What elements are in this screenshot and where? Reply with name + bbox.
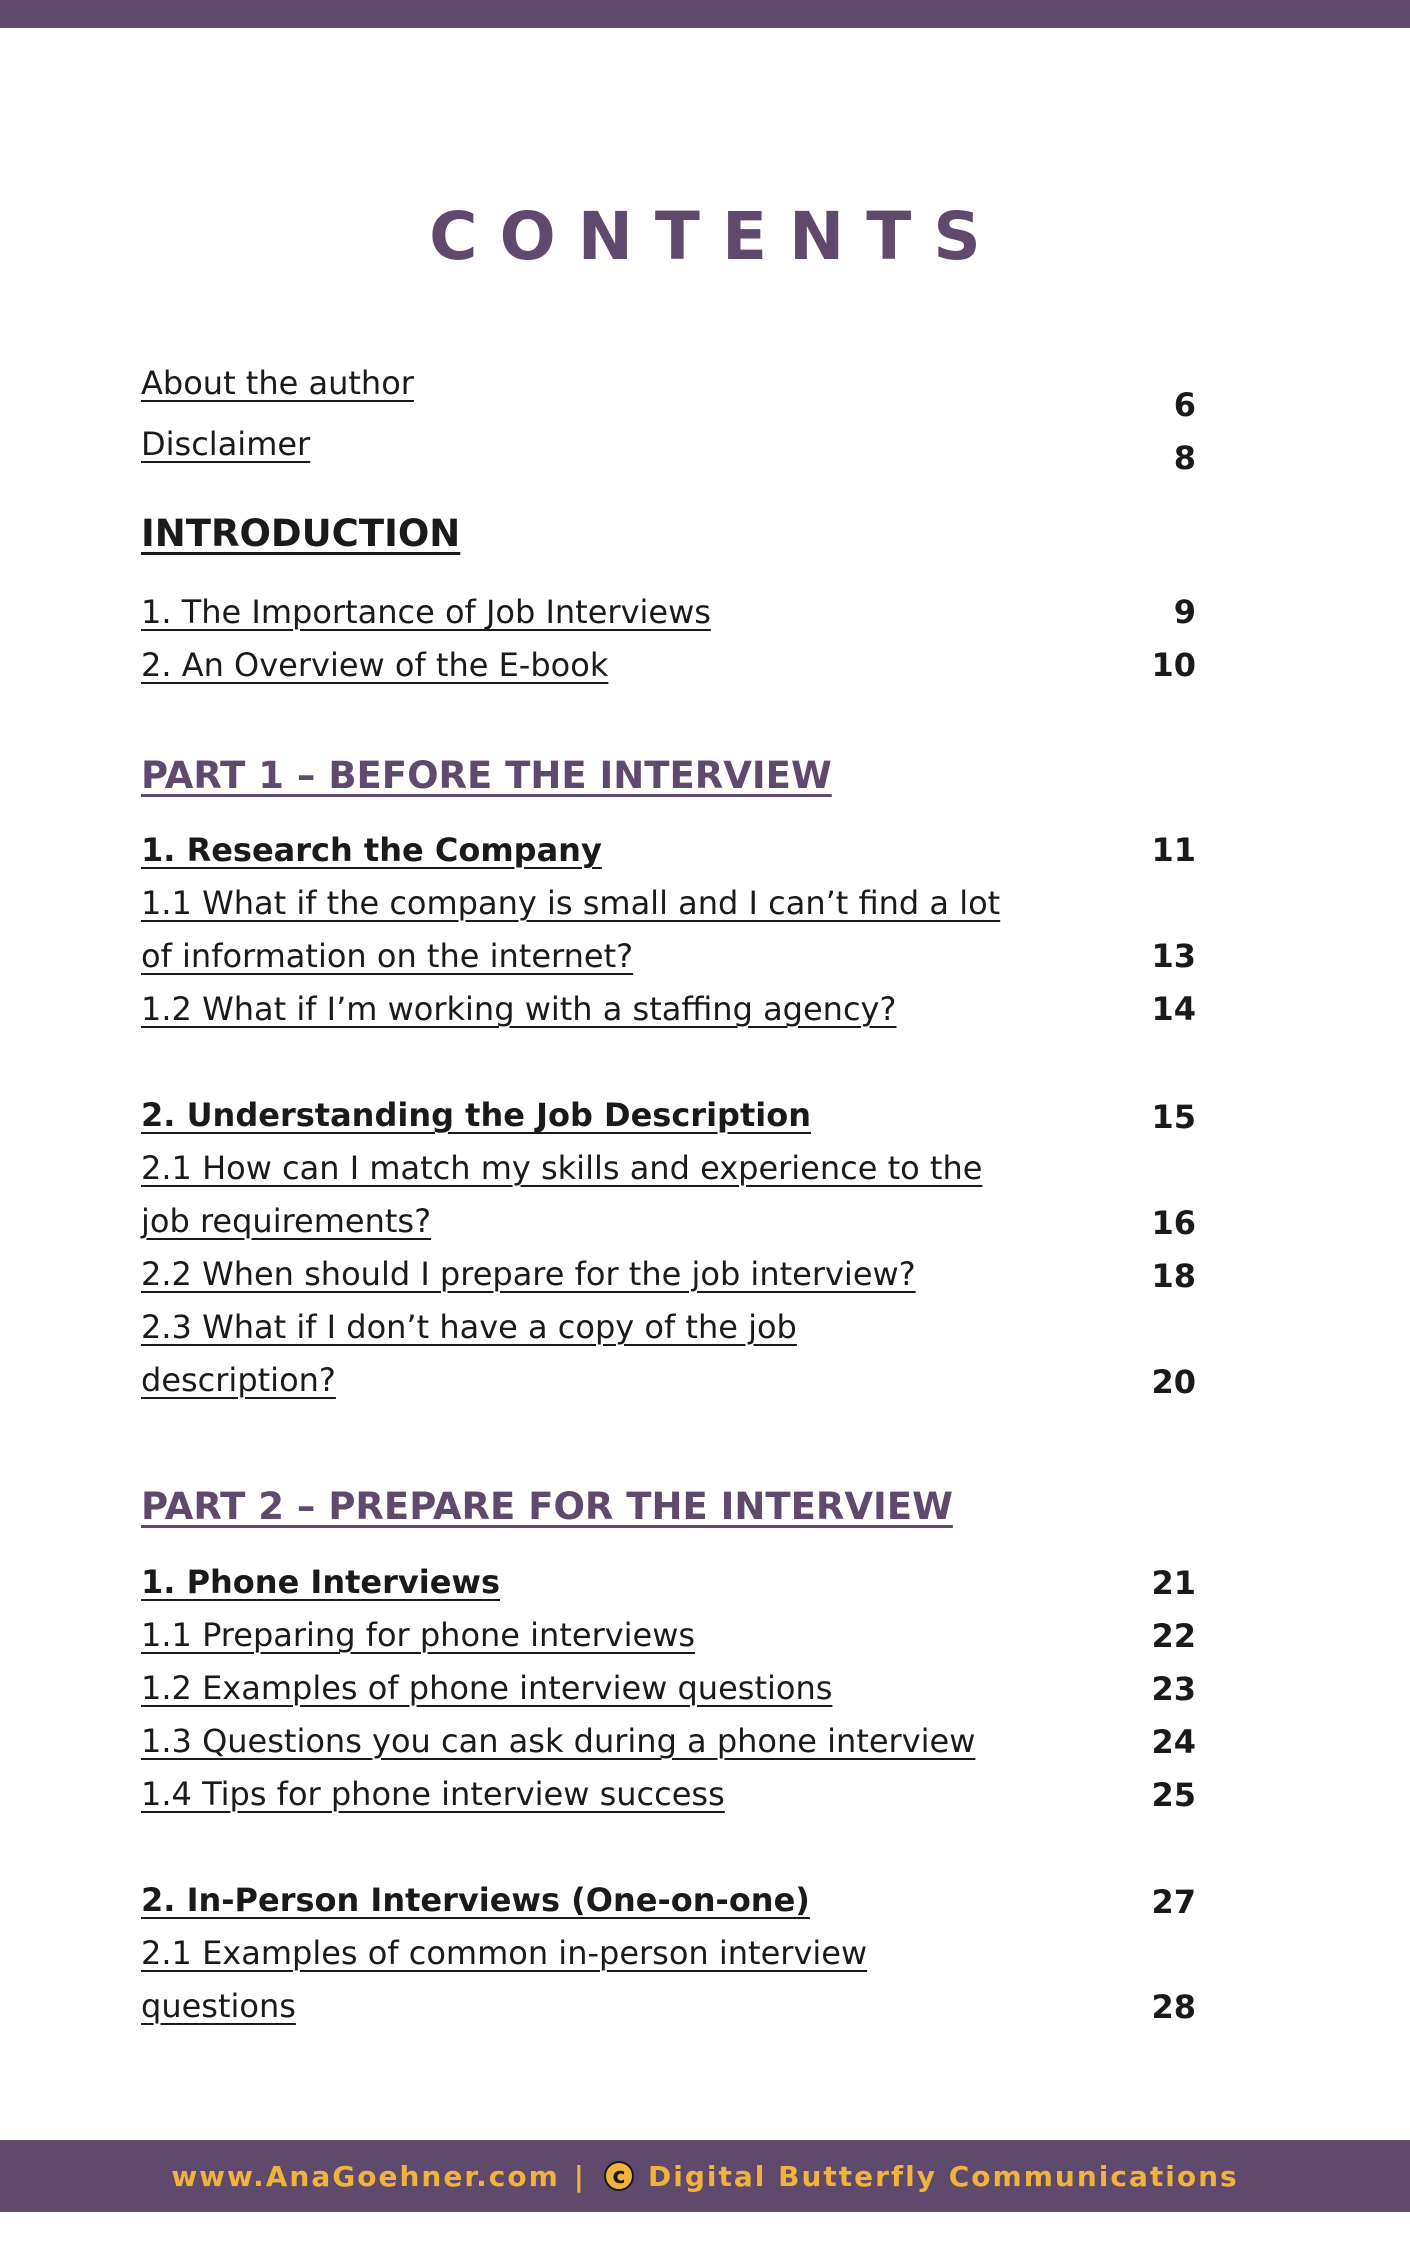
toc-link-small-company-line2[interactable]: of information on the internet? (141, 937, 634, 975)
toc-page-disclaimer: 8 (1173, 439, 1196, 477)
section-heading-introduction[interactable]: INTRODUCTION (141, 512, 461, 555)
toc-link-research-company[interactable]: 1. Research the Company (141, 831, 602, 869)
toc-page-match-skills: 16 (1151, 1204, 1196, 1242)
page-title: CONTENTS (429, 198, 1003, 275)
toc-link-in-person-examples-line2[interactable]: questions (141, 1987, 296, 2025)
toc-link-job-description[interactable]: 2. Understanding the Job Description (141, 1096, 811, 1134)
toc-link-overview-ebook[interactable]: 2. An Overview of the E-book (141, 646, 609, 684)
toc-link-no-description-line1[interactable]: 2.3 What if I don’t have a copy of the job (141, 1308, 797, 1346)
footer-website-link[interactable]: www.AnaGoehner.com (171, 2159, 560, 2193)
toc-link-when-prepare[interactable]: 2.2 When should I prepare for the job interview? (141, 1255, 916, 1293)
toc-link-disclaimer[interactable]: Disclaimer (141, 425, 311, 463)
toc-page-no-description: 20 (1151, 1363, 1196, 1401)
toc-link-small-company-line1[interactable]: 1.1 What if the company is small and I can’t find a lot (141, 884, 1001, 922)
toc-page-phone-examples: 23 (1151, 1670, 1196, 1708)
toc-link-phone-tips[interactable]: 1.4 Tips for phone interview success (141, 1775, 725, 1813)
toc-page-phone-questions: 24 (1151, 1723, 1196, 1761)
toc-link-phone-questions[interactable]: 1.3 Questions you can ask during a phone interview (141, 1722, 976, 1760)
footer-bar (0, 2140, 1410, 2212)
toc-link-phone-examples[interactable]: 1.2 Examples of phone interview questions (141, 1669, 833, 1707)
toc-page-overview-ebook: 10 (1151, 646, 1196, 684)
toc-page-in-person: 27 (1151, 1883, 1196, 1921)
toc-link-staffing-agency[interactable]: 1.2 What if I’m working with a staffing agency? (141, 990, 897, 1028)
toc-page-when-prepare: 18 (1151, 1257, 1196, 1295)
footer-brand: Digital Butterfly Communications (648, 2159, 1239, 2193)
toc-link-about-author[interactable]: About the author (141, 364, 414, 402)
toc-page-preparing-phone: 22 (1151, 1617, 1196, 1655)
footer-separator: | (573, 2159, 587, 2193)
toc-page-importance-interviews: 9 (1173, 593, 1196, 631)
toc-link-match-skills-line1[interactable]: 2.1 How can I match my skills and experience to the (141, 1149, 983, 1187)
top-accent-bar (0, 0, 1410, 28)
toc-page-small-company: 13 (1151, 937, 1196, 975)
toc-page-phone-tips: 25 (1151, 1776, 1196, 1814)
toc-page-in-person-examples: 28 (1151, 1988, 1196, 2026)
section-heading-part1[interactable]: PART 1 – BEFORE THE INTERVIEW (141, 754, 832, 797)
toc-page-job-description: 15 (1151, 1098, 1196, 1136)
toc-page-about-author: 6 (1173, 386, 1196, 424)
toc-link-phone-interviews[interactable]: 1. Phone Interviews (141, 1563, 501, 1601)
copyright-icon: c (604, 2161, 634, 2191)
toc-link-match-skills-line2[interactable]: job requirements? (141, 1202, 432, 1240)
toc-page-research-company: 11 (1151, 831, 1196, 869)
toc-link-no-description-line2[interactable]: description? (141, 1361, 336, 1399)
toc-page-staffing-agency: 14 (1151, 990, 1196, 1028)
section-heading-part2[interactable]: PART 2 – PREPARE FOR THE INTERVIEW (141, 1485, 953, 1528)
toc-link-preparing-phone[interactable]: 1.1 Preparing for phone interviews (141, 1616, 696, 1654)
toc-link-in-person-examples-line1[interactable]: 2.1 Examples of common in-person interview (141, 1934, 868, 1972)
toc-link-in-person[interactable]: 2. In-Person Interviews (One-on-one) (141, 1881, 810, 1919)
toc-link-importance-interviews[interactable]: 1. The Importance of Job Interviews (141, 593, 711, 631)
toc-page-phone-interviews: 21 (1151, 1564, 1196, 1602)
